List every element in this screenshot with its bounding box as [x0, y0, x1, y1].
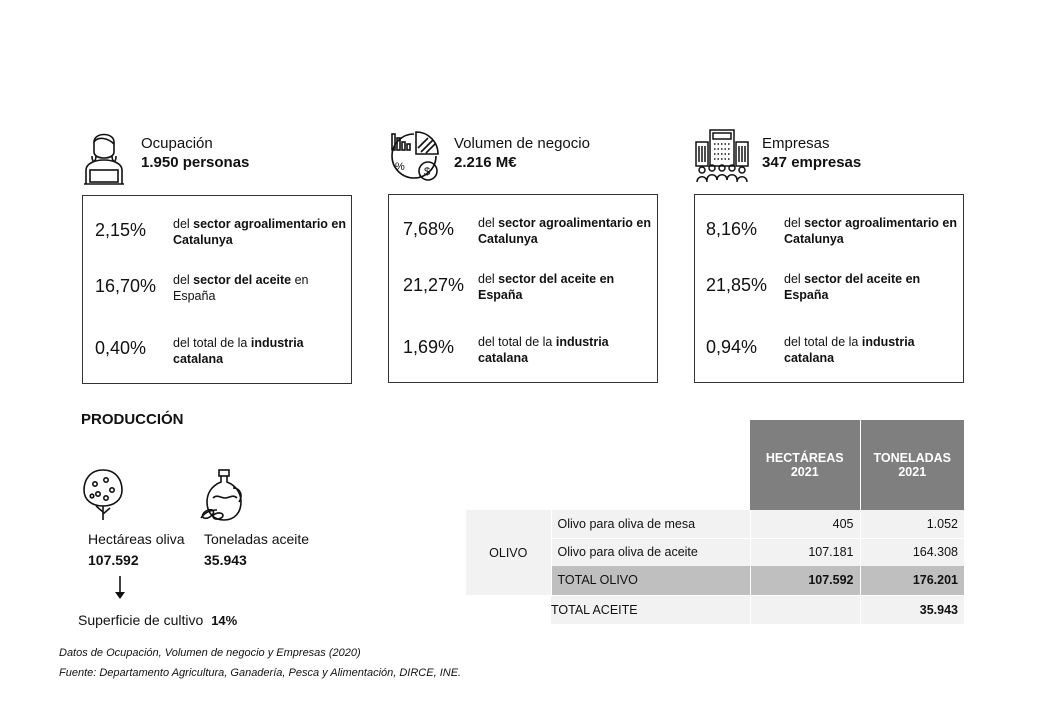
hectares-value: 107.592	[88, 552, 139, 568]
stat-value: 347 empresas	[762, 154, 862, 171]
stat-percentage: 0,94%	[706, 337, 758, 357]
stat-description: del total de la industria catalana	[173, 336, 304, 366]
stat-description: del sector agroalimentario en Catalunya	[478, 216, 651, 246]
row-hectares: 107.592	[750, 566, 860, 595]
stat-description: del total de la industria catalana	[478, 335, 609, 365]
olive-tree-icon	[82, 468, 124, 522]
stat-percentage: 2,15%	[95, 220, 147, 240]
stat-description: del sector del aceite en España	[173, 273, 309, 303]
row-tons: 1.052	[860, 510, 964, 538]
surface-line	[78, 612, 237, 628]
tons-value: 35.943	[204, 552, 247, 568]
row-label: TOTAL OLIVO	[551, 566, 750, 595]
company-buildings-icon	[694, 128, 750, 184]
arrow-down-icon	[114, 576, 126, 600]
stat-description: del total de la industria catalana	[784, 335, 915, 365]
surface-label: Superficie de cultivo	[78, 612, 204, 628]
production-title: PRODUCCIÓN	[81, 411, 184, 428]
row-hectares: 107.181	[750, 538, 860, 566]
stat-description: del sector agroalimentario en Catalunya	[173, 217, 346, 247]
stat-title: Volumen de negocio	[454, 135, 590, 152]
oil-total-label: TOTAL ACEITE	[551, 595, 750, 624]
svg-text:$: $	[424, 166, 431, 178]
header-tons: TONELADAS 2021	[860, 420, 964, 510]
row-label: Olivo para oliva de mesa	[551, 510, 750, 538]
row-hectares: 405	[750, 510, 860, 538]
stat-percentage: 21,85%	[706, 275, 768, 295]
surface-value: 14%	[211, 613, 238, 628]
business-volume-icon	[388, 128, 442, 184]
stat-percentage: 16,70%	[95, 276, 157, 296]
stat-value: 2.216 M€	[454, 154, 517, 171]
stat-value: 1.950 personas	[141, 154, 250, 171]
row-tons: 164.308	[860, 538, 964, 566]
olive-oil-bottle-icon	[199, 468, 245, 522]
stat-title: Empresas	[762, 135, 830, 152]
row-label: Olivo para oliva de aceite	[551, 538, 750, 566]
table-header-row	[466, 420, 964, 510]
person-laptop-icon	[82, 126, 126, 186]
table-oil-row	[466, 595, 964, 624]
tons-label: Toneladas aceite	[204, 531, 310, 547]
stat-percentage: 8,16%	[706, 219, 758, 239]
stat-description: del sector del aceite en España	[478, 272, 615, 302]
stat-percentage: 0,40%	[95, 338, 147, 358]
header-hectares: HECTÁREAS 2021	[750, 420, 860, 510]
stat-percentage: 21,27%	[403, 275, 465, 295]
table-row	[466, 510, 964, 538]
stat-percentage: 7,68%	[403, 219, 455, 239]
oil-total-value: 35.943	[860, 595, 964, 624]
svg-text:%: %	[395, 161, 405, 173]
stat-percentage: 1,69%	[403, 337, 455, 357]
stat-box	[82, 195, 352, 384]
hectares-label: Hectáreas oliva	[88, 531, 185, 547]
source-note: Fuente: Departamento Agricultura, Ganadería, Pesca y Alimentación, DIRCE, INE.	[59, 667, 462, 679]
stat-box	[694, 194, 964, 383]
row-tons: 176.201	[860, 566, 964, 595]
production-table	[466, 420, 964, 624]
stat-box	[388, 194, 658, 383]
group-label: OLIVO	[466, 510, 551, 595]
stat-description: del sector agroalimentario en Catalunya	[784, 216, 957, 246]
data-note: Datos de Ocupación, Volumen de negocio y Empresas (2020)	[59, 647, 361, 659]
stat-title: Ocupación	[141, 135, 213, 152]
stat-description: del sector del aceite en España	[784, 272, 921, 302]
